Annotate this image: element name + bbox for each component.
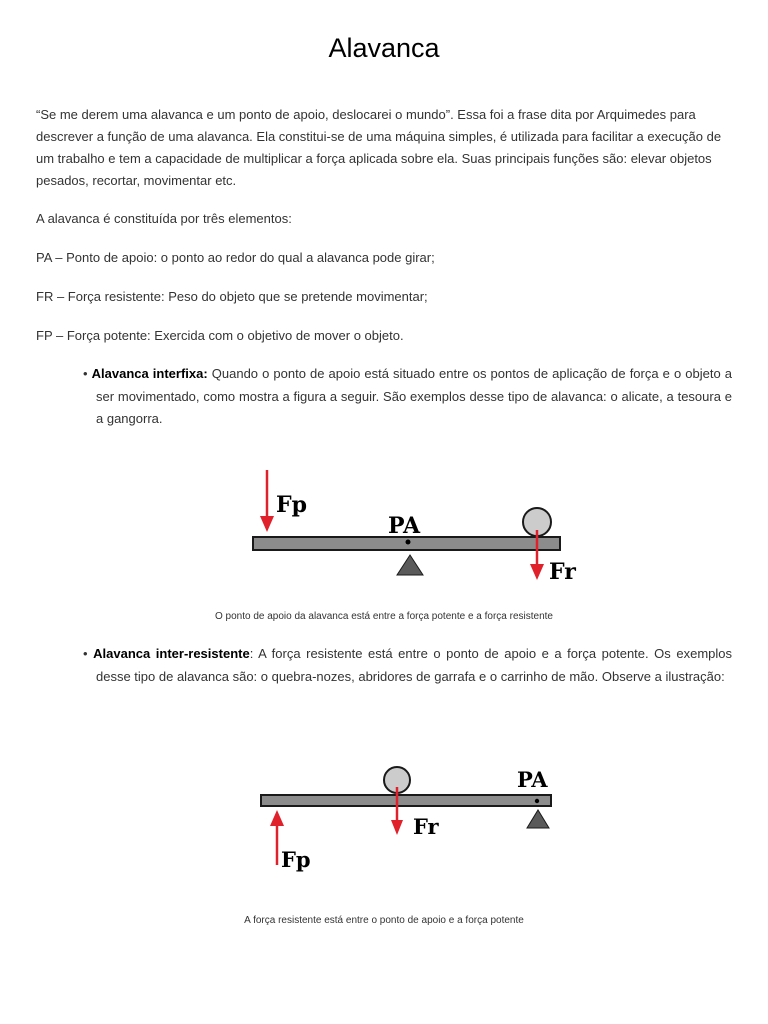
- fr-label: Fr: [549, 559, 576, 585]
- interfixa-text: Quando o ponto de apoio está situado entre os pontos de aplicação de força e o objeto a ser movimentado, como mostra a figura a seguir. São exemplos desse tipo de alavanca: o alicate, a tesoura e a gangorra.: [96, 366, 732, 426]
- interfixa-caption: O ponto de apoio da alavanca está entre a força potente e a força resistente: [214, 611, 553, 622]
- bullet-dot: •: [83, 646, 88, 661]
- pa-definition: PA – Ponto de apoio: o ponto ao redor do qual a alavanca pode girar;: [36, 250, 435, 265]
- bullet-inter-resistente: [72, 643, 732, 688]
- fp-label: Fp: [281, 847, 311, 872]
- inter-resistente-caption: A força resistente está entre o ponto de apoio e a força potente: [244, 915, 524, 926]
- fr-definition: FR – Força resistente: Peso do objeto que se pretende movimentar;: [36, 289, 428, 304]
- fulcrum-point: [406, 540, 411, 545]
- interfixa-term: Alavanca interfixa:: [91, 366, 208, 381]
- bullet-interfixa: [72, 363, 732, 431]
- bullet-interfixa-body: [72, 363, 732, 431]
- fr-arrow-head: [530, 564, 544, 580]
- intro-paragraph: “Se me derem uma alavanca e um ponto de apoio, deslocarei o mundo”. Essa foi a frase dita por Arquimedes para descrever a função de uma alavanca. Ela constitui-se de uma máquina simples, é utilizada para facilitar a execução de um trabalho e tem a capacidade de multiplicar a força aplicada sobre ela. Suas principais funções são: elevar objetos pesados, recortar, movimentar etc.: [36, 107, 722, 188]
- bullet-inter-resistente-body: [72, 643, 732, 688]
- inter-resistente-term: Alavanca inter-resistente: [93, 646, 250, 661]
- interfixa-lever-figure: [240, 460, 580, 590]
- fp-arrow-head: [260, 516, 274, 532]
- inter-resistente-text: : A força resistente está entre o ponto de apoio e a força potente. Os exemplos desse tipo de alavanca são: o quebra-nozes, abridores de garrafa e o carrinho de mão. Observe a ilustração:: [96, 646, 732, 684]
- lever-bar: [261, 795, 551, 806]
- fulcrum-point: [535, 799, 539, 803]
- fp-label: Fp: [276, 492, 308, 518]
- fp-definition: FP – Força potente: Exercida com o objetivo de mover o objeto.: [36, 328, 404, 343]
- bullet-dot: •: [83, 366, 88, 381]
- page-title: Alavanca: [328, 33, 440, 63]
- fr-arrow-head: [391, 820, 403, 835]
- fulcrum-triangle: [527, 810, 549, 828]
- pa-label: PA: [517, 767, 548, 792]
- fulcrum-triangle: [397, 555, 423, 575]
- inter-resistente-lever-figure: [250, 760, 570, 880]
- fr-label: Fr: [413, 814, 439, 839]
- elements-intro: A alavanca é constituída por três elementos:: [36, 211, 292, 226]
- pa-label: PA: [388, 513, 421, 539]
- fp-arrow-head: [270, 810, 284, 826]
